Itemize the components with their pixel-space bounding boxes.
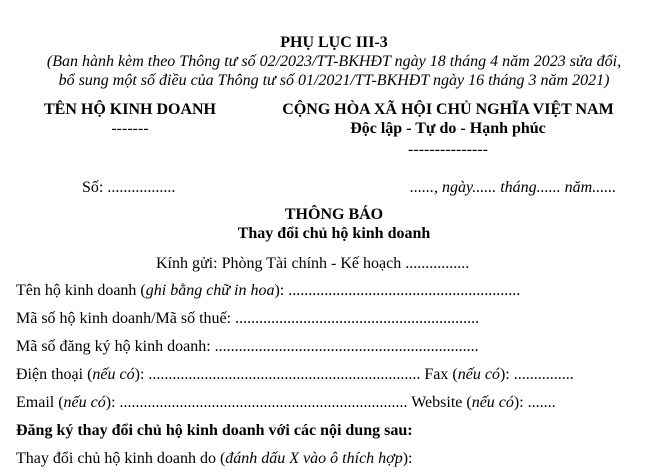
business-code-field: Mã số hộ kinh doanh/Mã số thuế: .............................................................	[16, 310, 480, 327]
notice-title: THÔNG BÁO	[284, 206, 384, 223]
business-name-dots: ): ..........................................................	[274, 282, 521, 299]
document-number: Số: .................	[82, 179, 176, 196]
email-website-field	[16, 393, 556, 413]
left-separator: -------	[111, 120, 149, 137]
phone-optional-hint: nếu có	[92, 366, 135, 383]
fax-optional-hint: nếu có	[457, 366, 500, 383]
email-dots: ): ........................................................................ Website (	[105, 394, 472, 411]
email-label: Email (	[16, 394, 64, 411]
section-heading: Đăng ký thay đổi chủ hộ kinh doanh với các nội dung sau:	[16, 422, 413, 439]
phone-fax-field	[16, 365, 574, 385]
change-reason-field	[16, 449, 412, 469]
change-reason-label: Thay đổi chủ hộ kinh doanh do (	[16, 450, 226, 467]
business-name-heading: TÊN HỘ KINH DOANH	[43, 101, 216, 118]
registration-number-field: Mã số đăng ký hộ kinh doanh: ..................................................................	[16, 338, 479, 355]
business-name-hint: ghi bằng chữ in hoa	[145, 282, 275, 299]
country-name: CỘNG HÒA XÃ HỘI CHỦ NGHĨA VIỆT NAM	[282, 101, 614, 118]
phone-label: Điện thoại (	[16, 366, 93, 383]
business-name-label: Tên hộ kinh doanh (	[16, 282, 146, 299]
right-separator: ---------------	[408, 141, 488, 158]
appendix-title: PHỤ LỤC III-3	[280, 34, 388, 51]
website-dots: ): .......	[513, 394, 556, 411]
fax-dots: ): ...............	[499, 366, 574, 383]
issuance-note-line1: (Ban hành kèm theo Thông tư số 02/2023/TT-BKHĐT ngày 18 tháng 4 năm 2023 sửa đổi,	[46, 53, 622, 70]
business-name-field	[16, 281, 520, 301]
notice-subtitle: Thay đổi chủ hộ kinh doanh	[237, 225, 431, 242]
issuance-note-line2: bổ sung một số điều của Thông tư số 01/2021/TT-BKHĐT ngày 16 tháng 3 năm 2021)	[58, 72, 610, 89]
national-motto: Độc lập - Tự do - Hạnh phúc	[350, 120, 546, 137]
phone-dots: ): .................................................................... Fax (	[134, 366, 458, 383]
email-optional-hint: nếu có	[63, 394, 106, 411]
date-line: ......, ngày...... tháng...... năm......	[410, 179, 617, 196]
change-reason-hint: đánh dấu X vào ô thích hợp	[225, 450, 403, 467]
website-optional-hint: nếu có	[471, 394, 514, 411]
change-reason-end: ):	[402, 450, 413, 467]
recipient-line: Kính gửi: Phòng Tài chính - Kế hoạch ................	[156, 255, 470, 272]
